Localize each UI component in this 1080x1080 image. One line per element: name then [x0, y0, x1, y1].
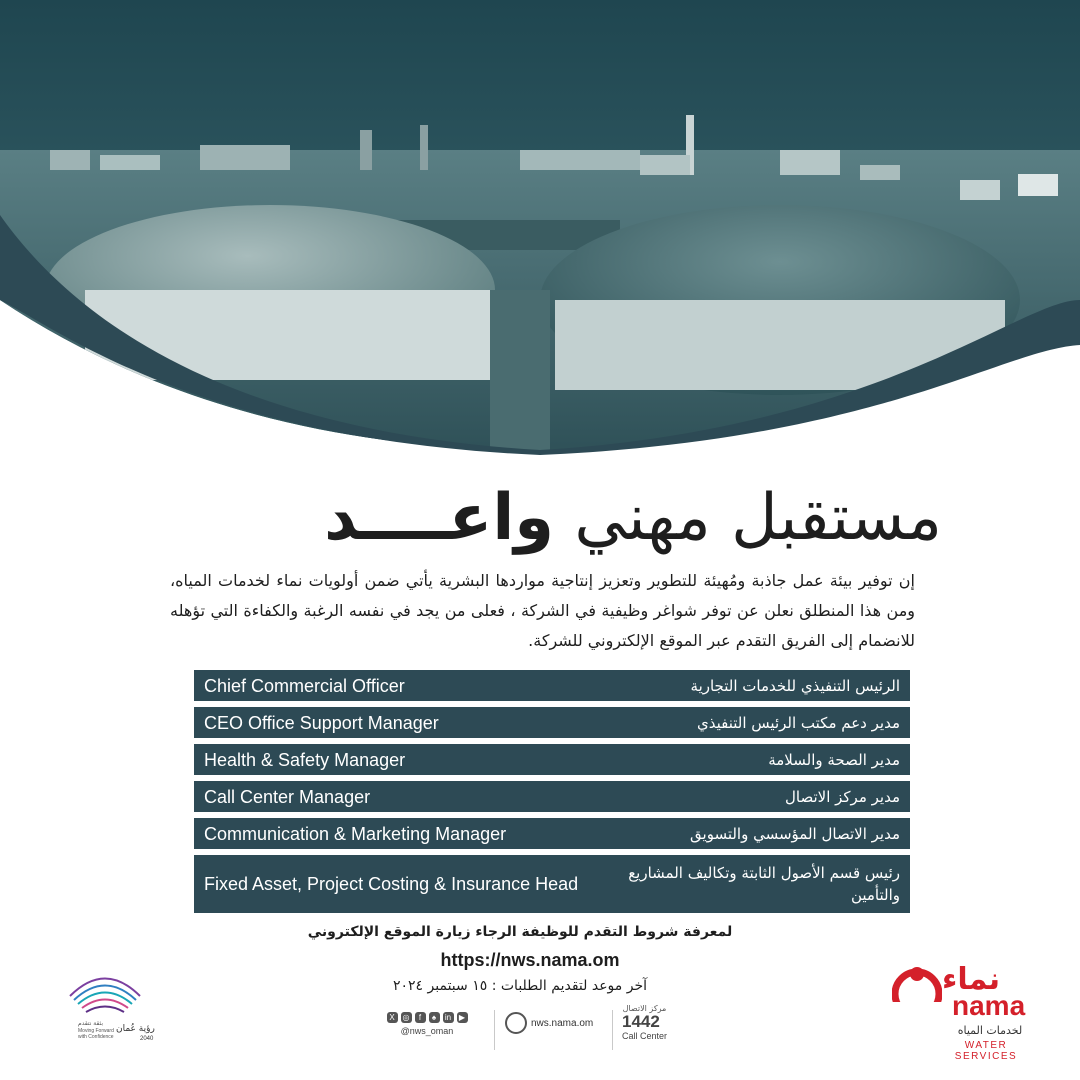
site-badge[interactable] [505, 1012, 593, 1034]
nama-logo [890, 956, 1040, 1062]
call-center-number: 1442 [622, 1012, 660, 1031]
social-media [378, 1012, 476, 1036]
vision-tagline-ar: بثقة نتقدم [78, 1020, 104, 1027]
intro-paragraph: إن توفير بيئة عمل جاذبة ومُهيئة للتطوير وتعزيز إنتاجية مواردها البشرية يأتي ضمن أولويات نماء لخدمات المياه، ومن هذا المنطلق نعلن عن توفر شواغر وظيفية في الشركة ، فعلى من يجد في نفسه الرغبة والكفاءة التي تؤهله للانضمام إلى الفريق التقدم عبر الموقع الإلكتروني للشركة. [170, 571, 915, 650]
job-title-en: Chief Commercial Officer [204, 675, 405, 696]
facebook-icon[interactable]: f [415, 1012, 426, 1023]
globe-icon [505, 1012, 527, 1034]
nama-drop-icon [892, 962, 942, 1022]
job-row [194, 781, 910, 812]
website-link[interactable]: https://nws.nama.om [440, 950, 620, 970]
vision-swirl-icon [60, 966, 150, 1026]
vision-year: 2040 [140, 1036, 154, 1042]
job-title-ar: مدير مركز الاتصال [785, 787, 900, 806]
job-title-ar: مدير الاتصال المؤسسي والتسويق [690, 824, 900, 843]
job-title-ar: رئيس قسم الأصول الثابتة وتكاليف المشاريع والتأمين [628, 864, 900, 904]
job-title-ar: الرئيس التنفيذي للخدمات التجارية [690, 676, 900, 695]
instagram-icon[interactable]: ◎ [401, 1012, 412, 1023]
x-icon[interactable]: X [387, 1012, 398, 1023]
headline-part-1: مستقبل مهني [574, 481, 942, 555]
youtube-icon[interactable]: ▶ [457, 1012, 468, 1023]
page-title [142, 478, 942, 558]
job-row [194, 818, 910, 849]
job-row [194, 707, 910, 738]
snapchat-icon[interactable]: ♠ [429, 1012, 440, 1023]
job-title-en: Communication & Marketing Manager [204, 823, 507, 844]
job-row [194, 670, 910, 701]
site-text: nws.nama.om [531, 1017, 594, 1029]
footer-divider [494, 1010, 495, 1050]
job-title-ar: مدير دعم مكتب الرئيس التنفيذي [697, 713, 900, 732]
deadline-text: آخر موعد لتقديم الطلبات : ١٥ سبتمبر ٢٠٢٤ [393, 978, 647, 994]
apply-note: لمعرفة شروط التقدم للوظيفة الرجاء زيارة الموقع الإلكتروني [307, 924, 733, 940]
logo-subtitle-en: WATER SERVICES [954, 1040, 1018, 1062]
oman-vision-logo [20, 966, 170, 1046]
call-center-label-ar: مركز الاتصال [622, 1004, 667, 1013]
logo-english: nama [952, 990, 1026, 1021]
vision-title-ar: رؤية عُمان [116, 1024, 155, 1034]
linkedin-icon[interactable]: in [443, 1012, 454, 1023]
logo-arabic: نماء [942, 962, 1000, 997]
job-title-en: CEO Office Support Manager [204, 712, 439, 733]
job-title-en: Call Center Manager [204, 786, 371, 807]
job-row [194, 744, 910, 775]
hero-image [0, 0, 1080, 460]
social-handle: @nws_oman [400, 1026, 454, 1036]
job-row [194, 855, 910, 913]
call-center-label-en: Call Center [622, 1031, 668, 1041]
job-title-en: Fixed Asset, Project Costing & Insurance Head [204, 874, 579, 894]
headline-part-2: واعــــد [324, 481, 555, 555]
vision-tagline-en: Moving Forward with Confidence [78, 1028, 114, 1040]
job-title-ar: مدير الصحة والسلامة [768, 750, 900, 769]
footer-divider [612, 1010, 613, 1050]
call-center [622, 1004, 667, 1041]
logo-subtitle-ar: لخدمات المياه [957, 1024, 1023, 1037]
job-list [194, 670, 910, 919]
job-title-en: Health & Safety Manager [204, 749, 406, 770]
